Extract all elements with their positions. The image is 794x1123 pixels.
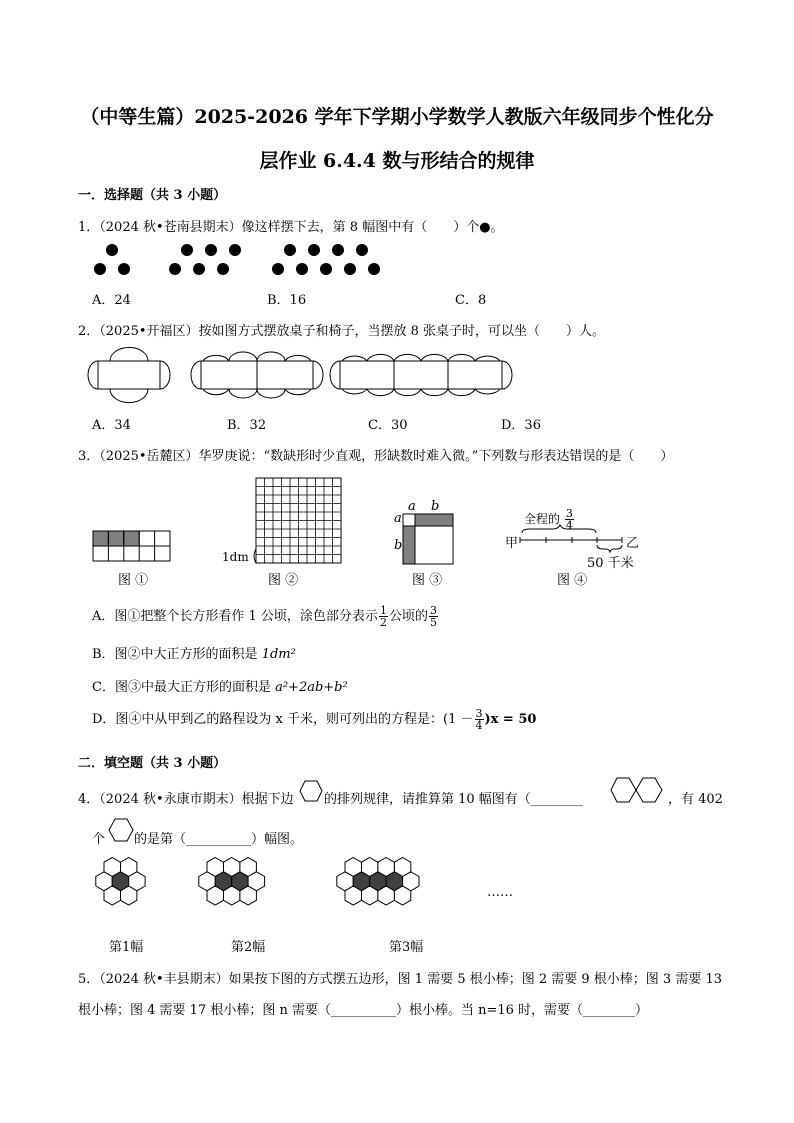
q1-option-a: A．24 — [92, 293, 131, 308]
white-hexagon — [121, 886, 137, 905]
white-hexagon — [104, 886, 121, 905]
q4-hexagon-pair-icon — [610, 777, 664, 803]
white-hexagon — [345, 886, 362, 905]
q3-figure-1-caption: 图 ① — [118, 573, 149, 588]
white-hexagon — [394, 886, 410, 905]
q2-option-b: B．32 — [227, 418, 267, 433]
q4-hexagon-icon-1 — [299, 780, 323, 802]
q4-caption-3: 第3幅 — [389, 940, 424, 955]
q2-table-chair-figures — [88, 351, 588, 399]
q3-figure-4-whole-label: 全程的 $\frac{3}{4}$ — [524, 507, 573, 532]
q3-figure-2-caption: 图 ② — [268, 573, 299, 588]
white-hexagon — [378, 886, 395, 905]
question-3-text: 3．（2025•岳麓区）华罗庚说：“数缺形时少直观，形缺数时难入微。”下列数与形表达错误的是（ ） — [78, 449, 674, 464]
question-4-text-c: ，有 402 — [668, 792, 723, 807]
q3-figure-3-label-b-top: b — [431, 499, 440, 514]
q1-option-b: B．16 — [267, 293, 307, 308]
q3-figure-4-caption: 图 ④ — [557, 573, 588, 588]
question-5-line-2: 根小棒；图 4 需要 17 根小棒；图 n 需要（__________）根小棒。当 n=16 时，需要（________） — [78, 1003, 649, 1018]
q3-option-a: A．图①把整个长方形看作 1 公顷，涂色部分表示 $\frac{1}{2}$ 公顷的 $\frac{3}{5}$ — [92, 604, 437, 629]
q3-figure-2-grid — [256, 478, 342, 564]
q3-figure-2-brace — [252, 549, 258, 563]
question-4-text-a: 4．（2024 秋•永康市期末）根据下边 — [78, 792, 294, 807]
q3-figure-4-start: 甲 — [505, 536, 519, 551]
section-heading-fill: 二．填空题（共 3 小题） — [78, 756, 227, 771]
q2-option-d: D．36 — [501, 418, 541, 433]
q3-figure-4-line — [520, 525, 625, 555]
q4-caption-1: 第1幅 — [109, 940, 144, 955]
q4-honeycomb-figures — [90, 855, 490, 935]
question-2-text: 2．（2025•开福区）按如图方式摆放桌子和椅子，当摆放 8 张桌子时，可以坐（ ）人。 — [78, 324, 606, 339]
q4-ellipsis: …… — [487, 885, 513, 900]
q3-option-b: B．图②中大正方形的面积是 1dm² — [92, 647, 296, 662]
q1-dot-figures — [80, 238, 400, 282]
question-4-text-b: 的排列规律，请推算第 10 幅图有（________ — [324, 792, 583, 807]
q3-figure-3-square — [403, 514, 455, 566]
question-5-line-1: 5．（2024 秋•丰县期末）如果按下图的方式摆五边形，图 1 需要 5 根小棒；图 2 需要 9 根小棒；图 3 需要 13 — [78, 972, 723, 987]
q3-figure-3-caption: 图 ③ — [412, 573, 443, 588]
section-heading-choice: 一．选择题（共 3 小题） — [78, 188, 227, 203]
q3-option-c: C．图③中最大正方形的面积是 a²+2ab+b² — [92, 680, 348, 695]
q3-figure-3-label-a-top: a — [408, 499, 416, 514]
page-title-line1: （中等生篇）2025-2026 学年下学期小学数学人教版六年级同步个性化分 — [80, 106, 714, 128]
q3-option-d: D．图④中从甲到乙的路程设为 x 千米，则可列出的方程是：(1 － $\frac{3}{4}$ )x = 50 — [92, 707, 537, 732]
question-4-text-e: 的是第（__________）幅图。 — [134, 832, 304, 847]
page-title-line2: 层作业 6.4.4 数与形结合的规律 — [259, 150, 535, 172]
q3-figure-4-end: 乙 — [626, 536, 640, 551]
white-hexagon — [362, 886, 378, 905]
q2-option-c: C．30 — [368, 418, 408, 433]
q4-hexagon-icon-2 — [108, 818, 134, 842]
white-hexagon — [240, 886, 257, 905]
q3-figure-3-label-a-left: a — [394, 511, 402, 526]
q3-figure-3-label-b-left: b — [394, 538, 403, 553]
q3-figure-4-distance: 50 千米 — [587, 556, 634, 571]
q2-option-a: A．34 — [92, 418, 131, 433]
question-1-text: 1．（2024 秋•苍南县期末）像这样摆下去，第 8 幅图中有（ ）个●。 — [78, 220, 504, 235]
q4-caption-2: 第2幅 — [231, 940, 266, 955]
q3-figure-1-rectangle — [93, 531, 171, 563]
question-4-text-d: 个 — [92, 832, 106, 847]
q1-option-c: C．8 — [455, 293, 487, 308]
white-hexagon — [207, 886, 224, 905]
q3-figure-2-label: 1dm — [222, 550, 249, 564]
white-hexagon — [224, 886, 240, 905]
